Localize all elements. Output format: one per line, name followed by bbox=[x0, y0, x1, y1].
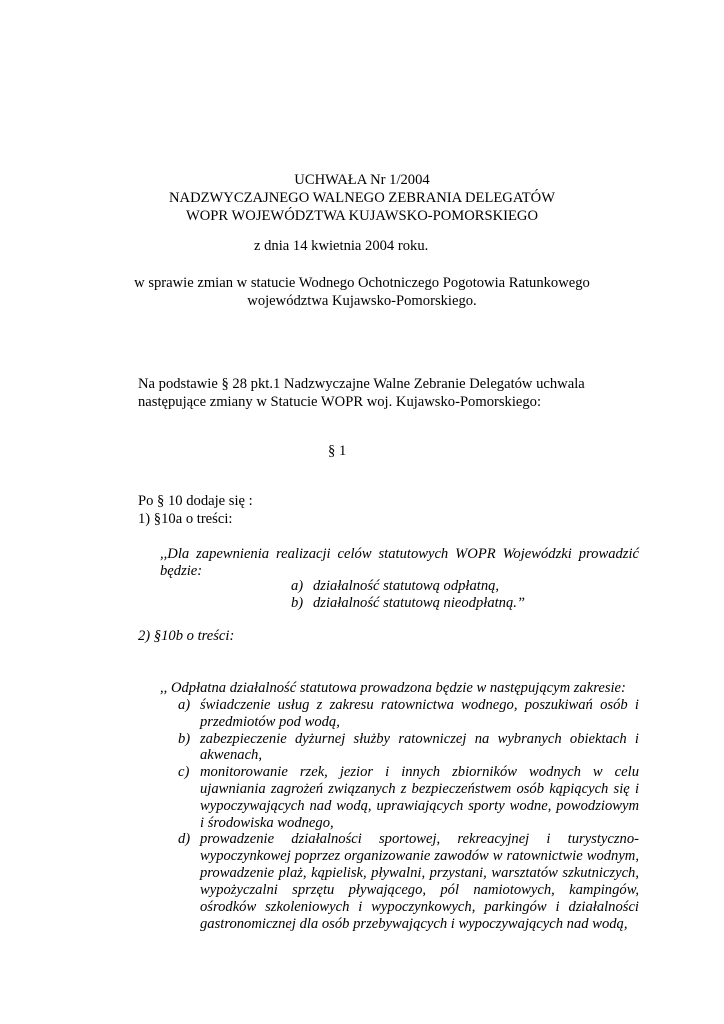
quote1-b-text: działalność statutową nieodpłatną.” bbox=[313, 595, 526, 611]
resolution-date: z dnia 14 kwietnia 2004 roku. bbox=[254, 238, 429, 254]
list-d-line: prowadzenie działalności sportowej, rekreacyjnej i turystyczno- bbox=[200, 831, 639, 847]
list-d-line: gastronomicznej dla osób przebywających i wypoczywających nad wodą, bbox=[200, 916, 628, 932]
list-c-line: wypoczywających nad wodą, uprawiających sporty wodne, powodziowym bbox=[200, 798, 639, 814]
list-c-line: monitorowanie rzek, jezior i innych zbiorników wodnych w celu bbox=[200, 764, 639, 780]
quote1-line-1: ,,Dla zapewnienia realizacji celów statutowych WOPR Wojewódzki prowadzić bbox=[160, 546, 639, 562]
subject-line-2: województwa Kujawsko-Pomorskiego. bbox=[247, 293, 477, 309]
item-2-heading: 2) §10b o treści: bbox=[138, 628, 235, 644]
quote1-line-2: będzie: bbox=[160, 563, 203, 579]
subject-line-1: w sprawie zmian w statucie Wodnego Ochotniczego Pogotowia Ratunkowego bbox=[134, 275, 590, 291]
quote1-a-label: a) bbox=[291, 578, 304, 594]
list-a-label: a) bbox=[178, 697, 191, 713]
list-a-line: przedmiotów pod wodą, bbox=[200, 714, 340, 730]
resolution-body: NADZWYCZAJNEGO WALNEGO ZEBRANIA DELEGATÓW bbox=[168, 190, 555, 206]
quote2-intro: ,, Odpłatna działalność statutowa prowadzona będzie w następującym zakresie: bbox=[160, 680, 626, 696]
list-d-line: wypożyczalni sprzętu pływającego, pól namiotowych, kampingów, bbox=[200, 882, 639, 898]
intro-line-2: następujące zmiany w Statucie WOPR woj. Kujawsko-Pomorskiego: bbox=[138, 394, 542, 410]
addition-intro: Po § 10 dodaje się : bbox=[138, 493, 253, 509]
list-d-label: d) bbox=[178, 831, 191, 847]
item-1-heading: 1) §10a o treści: bbox=[138, 511, 233, 527]
resolution-organization: WOPR WOJEWÓDZTWA KUJAWSKO-POMORSKIEGO bbox=[185, 208, 539, 224]
list-c-line: ujawniania zagrożeń związanych z bezpieczeństwem osób kąpiących się i bbox=[200, 781, 639, 797]
list-d-line: wypoczynkowej poprzez organizowanie zawodów w ratownictwie wodnym, bbox=[200, 848, 639, 864]
quote1-a-text: działalność statutową odpłatną, bbox=[313, 578, 500, 594]
list-b-line: zabezpieczenie dyżurnej służby ratowniczej na wybranych obiektach i bbox=[200, 731, 639, 747]
resolution-number: UCHWAŁA Nr 1/2004 bbox=[294, 172, 430, 188]
list-c-label: c) bbox=[178, 764, 190, 780]
quote1-b-label: b) bbox=[291, 595, 304, 611]
list-b-label: b) bbox=[178, 731, 191, 747]
list-d-line: ośrodków szkoleniowych i wypoczynkowych, parkingów i działalności bbox=[200, 899, 639, 915]
intro-line-1: Na podstawie § 28 pkt.1 Nadzwyczajne Walne Zebranie Delegatów uchwala bbox=[138, 376, 585, 392]
list-c-line: i środowiska wodnego, bbox=[200, 815, 334, 831]
list-d-line: prowadzenie plaż, kąpielisk, pływalni, przystani, warsztatów szkutniczych, bbox=[200, 865, 639, 881]
list-b-line: akwenach, bbox=[200, 747, 263, 763]
section-heading: § 1 bbox=[328, 443, 347, 459]
list-a-line: świadczenie usług z zakresu ratownictwa wodnego, poszukiwań osób i bbox=[200, 697, 639, 713]
